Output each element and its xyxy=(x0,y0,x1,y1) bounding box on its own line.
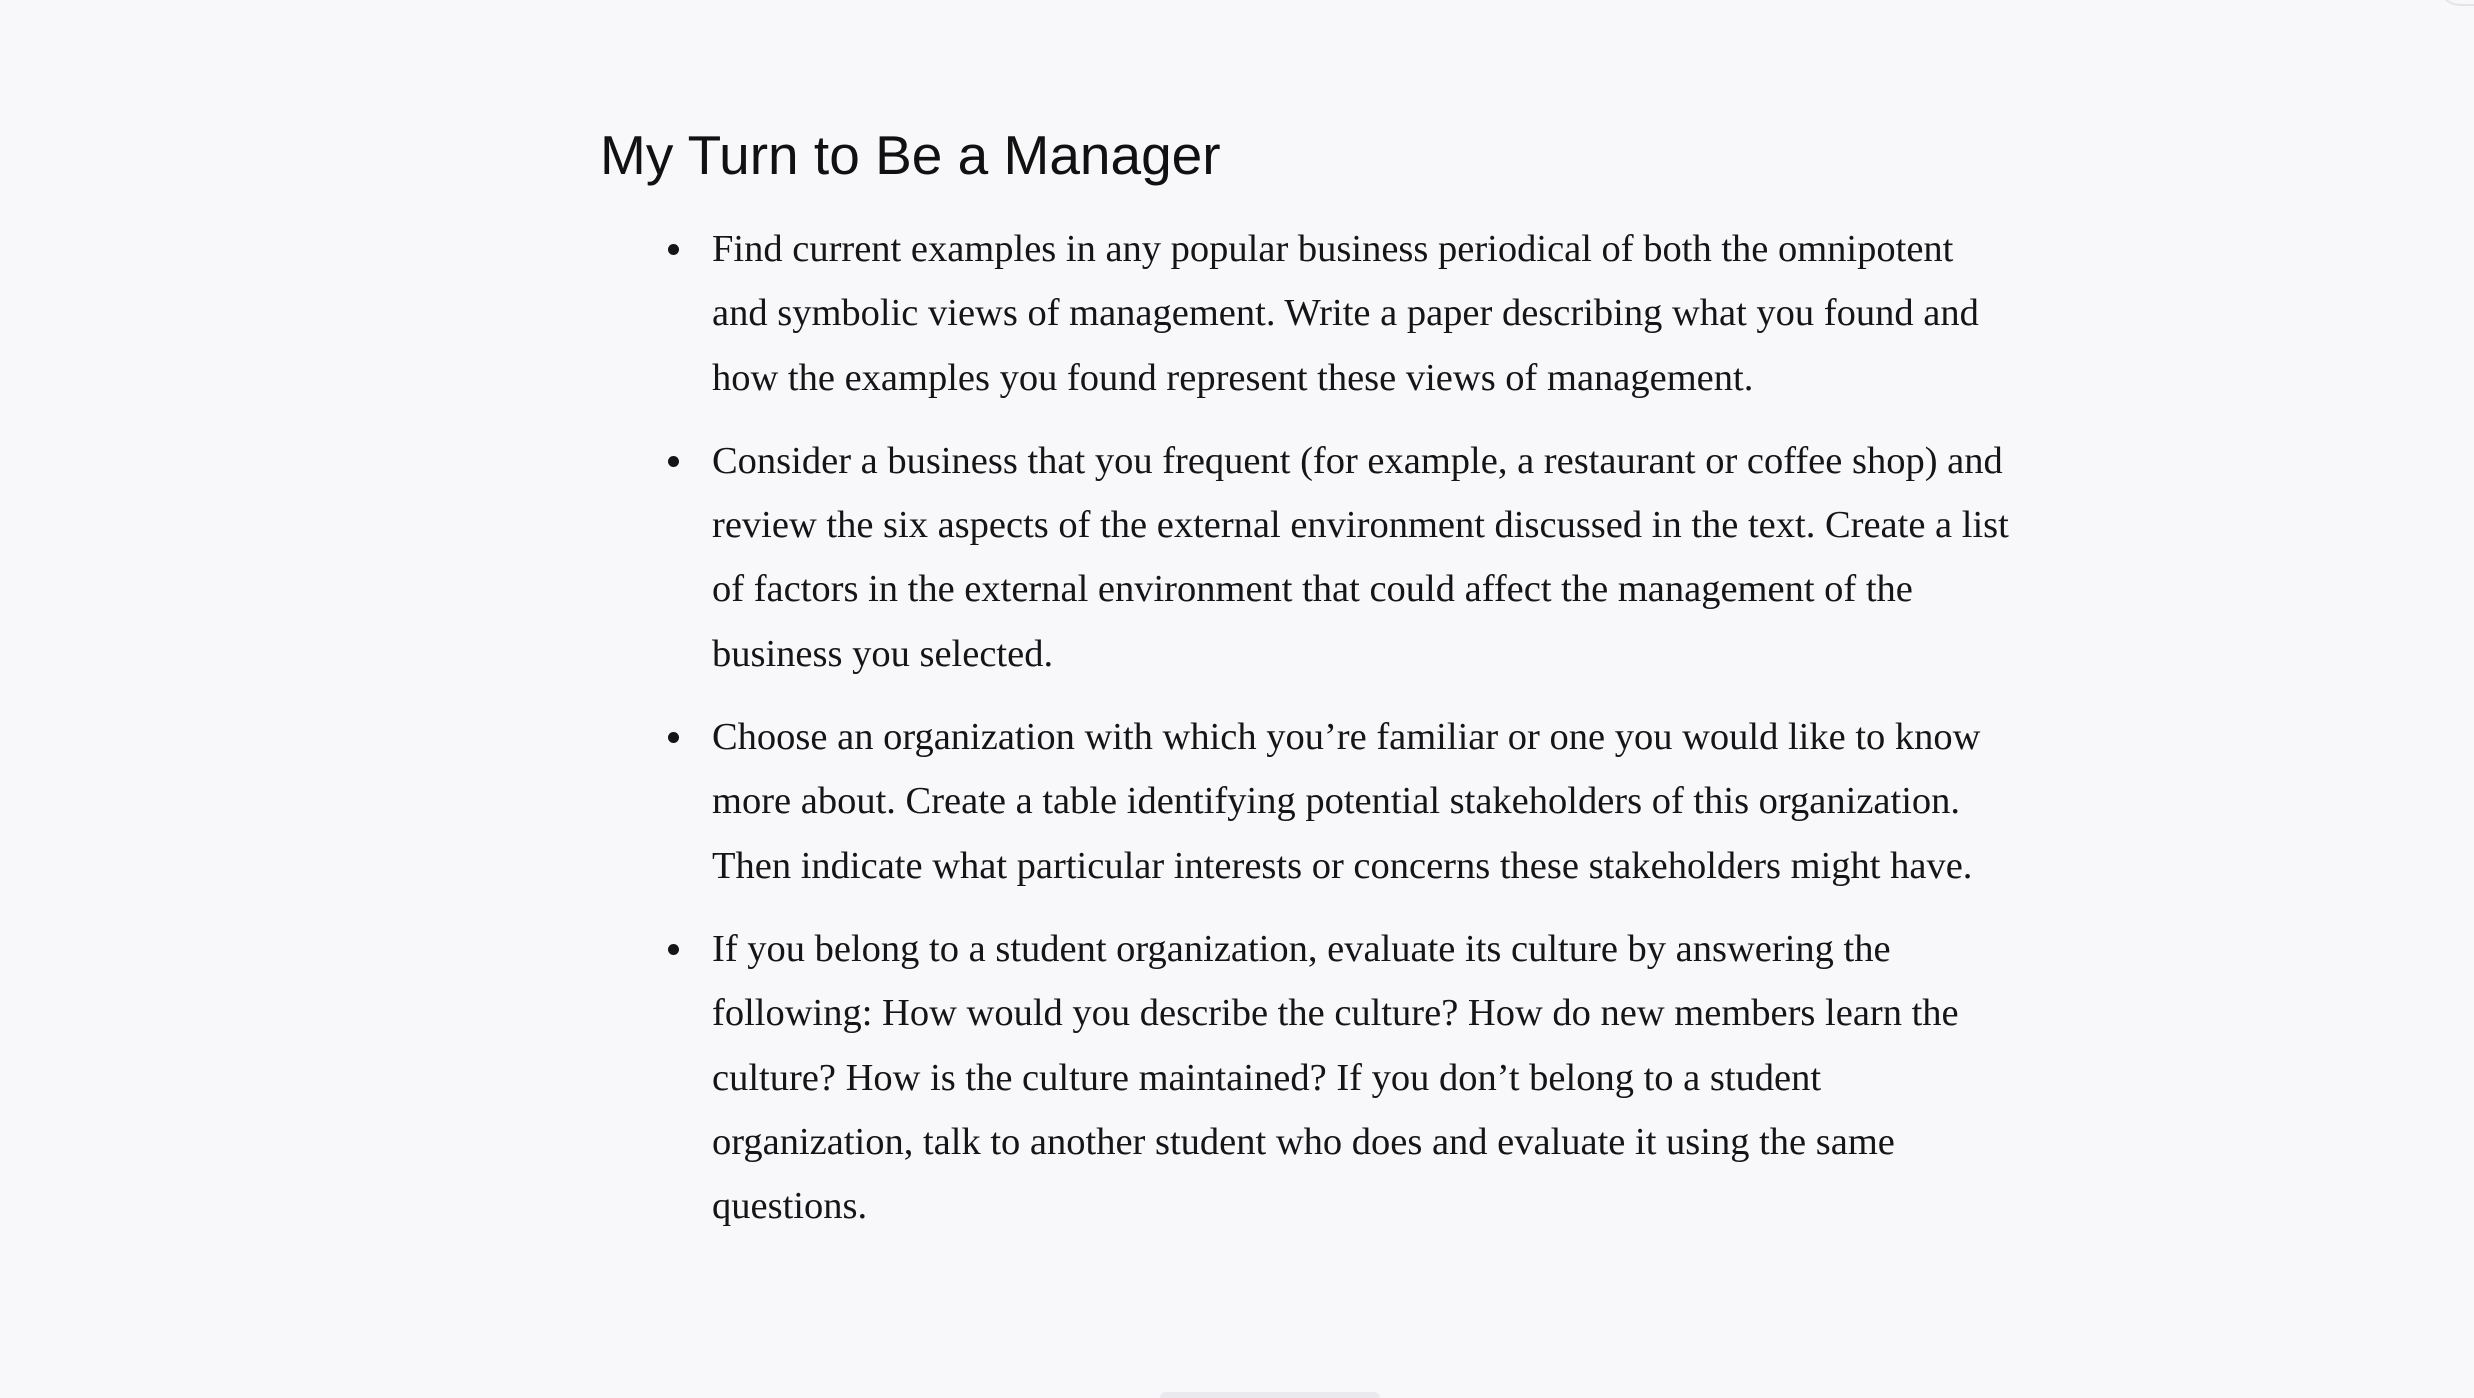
list-item xyxy=(600,217,2012,410)
bullet-icon xyxy=(668,456,679,467)
list-item xyxy=(600,705,2012,898)
section-title: My Turn to Be a Manager xyxy=(600,124,1221,186)
list-item xyxy=(600,429,2012,686)
list-item-text: Find current examples in any popular business periodical of both the omnipotent and symbolic views of management. Write a paper describing what you found and how the examples you found represent these views of management. xyxy=(712,228,1979,399)
list-item-text: Choose an organization with which you’re familiar or one you would like to know more about. Create a table identifying potential stakeholders of this organization. Then indicate what particular interests or concerns these stakeholders might have. xyxy=(712,716,1981,887)
corner-decoration xyxy=(2438,0,2474,6)
list-item-text: If you belong to a student organization, evaluate its culture by answering the following: How would you describe the culture? How do new members learn the culture? How is the culture maintained? If you don’t belong to a student organization, talk to another student who does and evaluate it using the same questions. xyxy=(712,927,1959,1228)
bullet-icon xyxy=(668,732,679,743)
bullet-icon xyxy=(668,944,679,955)
assignment-list xyxy=(600,217,2020,1238)
document-section xyxy=(600,115,2020,1257)
scroll-indicator xyxy=(1160,1392,1380,1398)
list-item-text: Consider a business that you frequent (for example, a restaurant or coffee shop) and review the six aspects of the external environment discussed in the text. Create a list of factors in the external environment that could affect the management of the business you selected. xyxy=(712,439,2009,675)
bullet-icon xyxy=(668,244,679,255)
list-item xyxy=(600,917,2012,1238)
